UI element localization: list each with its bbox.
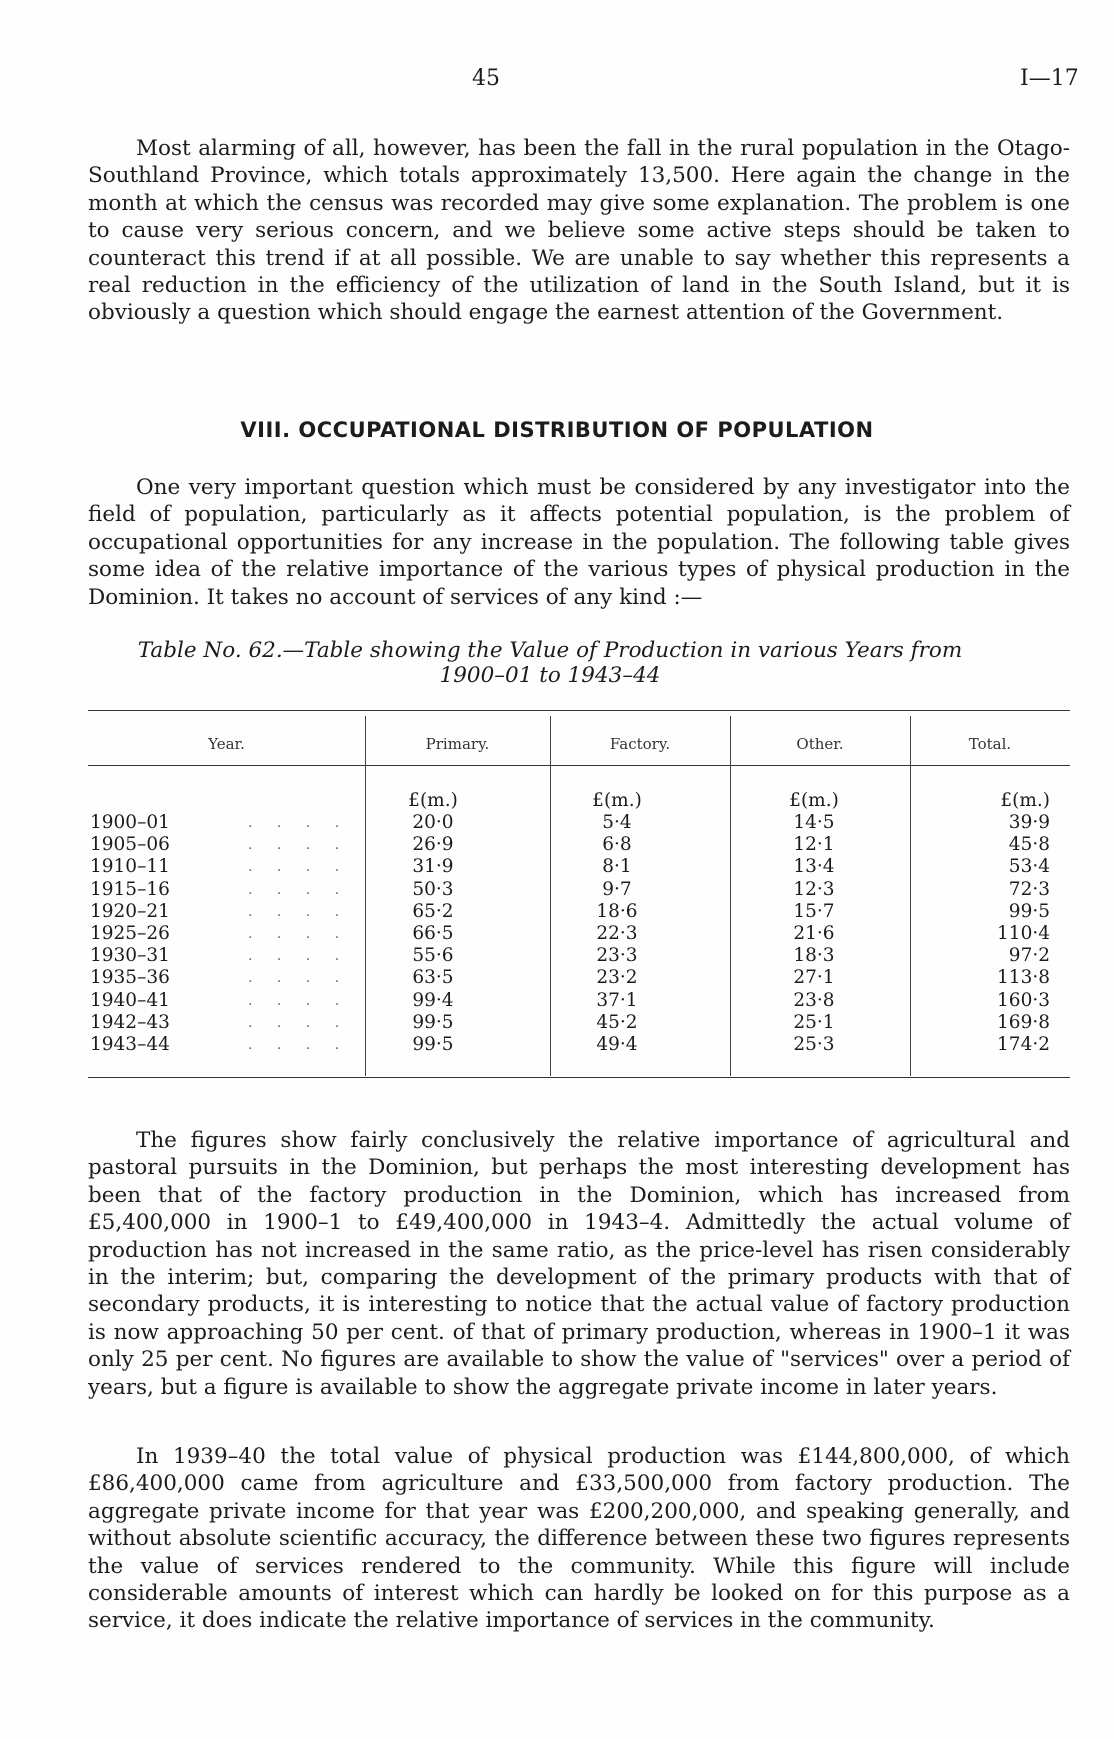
leader-dots: . . . . xyxy=(248,859,350,876)
table-cell-primary: 99·5 xyxy=(412,1011,454,1033)
table-cell-year: 1930–31 xyxy=(90,945,170,967)
table-cell-factory: 37·1 xyxy=(596,989,638,1011)
table-top-rule xyxy=(88,710,1070,711)
table-cell-total: 39·9 xyxy=(1008,812,1050,833)
table-cell-total: 110·4 xyxy=(997,923,1050,944)
table-cell-other: 25·3 xyxy=(793,1034,835,1055)
table-column-divider xyxy=(910,716,911,1076)
table-cell-factory: 6·8 xyxy=(602,834,632,856)
table-cell-factory: 23·2 xyxy=(596,967,638,989)
table-cell-primary: 66·5 xyxy=(412,923,454,944)
unit-label: £(m.) xyxy=(408,790,458,811)
table-cell-other: 14·5 xyxy=(793,812,835,833)
column-header-factory: Factory. xyxy=(609,735,671,753)
table-cell-primary: 20·0 xyxy=(412,812,454,833)
table-cell-year: 1942–43 xyxy=(90,1011,170,1033)
table-caption-line-1: Table No. 62.—Table showing the Value of Production in various Years from xyxy=(137,638,963,663)
table-bottom-rule xyxy=(88,1077,1070,1078)
table-cell-primary: 26·9 xyxy=(412,834,454,856)
table-cell-factory: 18·6 xyxy=(596,900,638,922)
table-cell-other: 23·8 xyxy=(793,989,835,1011)
unit-label: £(m.) xyxy=(789,790,839,811)
column-header-other: Other. xyxy=(796,735,844,753)
table-cell-total: 53·4 xyxy=(1008,856,1050,878)
paragraph-figures-analysis: The figures show fairly conclusively the relative importance of agricultural and pastoral pursuits in the Dominion, but perhaps the most interesting development has been that of the factory production in the Dominion, which has increased from £5,400,000 in 1900–1 to £49,400,000 in 1943–4. Admittedly the actual volume of production has not increased in the same ratio, as the price-level has risen considerably in the interim; but, comparing the development of the primary products with that of secondary products, it is interesting to notice that the actual value of factory production is now approaching 50 per cent. of that of primary production, whereas in 1900–1 it was only 25 per cent. No figures are available to show the value of "services" over a period of years, but a figure is available to show the aggregate private income in later years. xyxy=(88,1128,1070,1400)
column-header-total: Total. xyxy=(968,735,1012,753)
table-cell-other: 12·3 xyxy=(793,878,835,900)
table-cell-other: 27·1 xyxy=(793,967,835,989)
table-cell-factory: 22·3 xyxy=(596,923,638,944)
page-number: 45 xyxy=(472,66,500,91)
table-cell-total: 174·2 xyxy=(997,1034,1050,1055)
table-cell-year: 1935–36 xyxy=(90,967,170,989)
leader-dots: . . . . xyxy=(248,815,350,831)
table-cell-primary: 31·9 xyxy=(412,856,454,878)
table-cell-year: 1910–11 xyxy=(90,856,170,878)
table-cell-primary: 63·5 xyxy=(412,967,454,989)
table-cell-total: 72·3 xyxy=(1008,878,1050,900)
table-cell-primary: 99·4 xyxy=(412,989,454,1011)
leader-dots: . . . . xyxy=(248,1014,350,1031)
column-header-primary: Primary. xyxy=(425,735,490,753)
table-cell-primary: 55·6 xyxy=(412,945,454,967)
table-cell-other: 15·7 xyxy=(793,900,835,922)
table-caption-line-2: 1900–01 to 1943–44 xyxy=(439,663,661,688)
page-reference: I—17 xyxy=(1020,66,1079,91)
paragraph-rural-population: Most alarming of all, however, has been the fall in the rural population in the Otago-Southland Province, which totals approximately 13,500. Here again the change in the month at which the census was recorded may give some explanation. The problem is one to cause very serious concern, and we believe some active steps should be taken to counteract this trend if at all possible. We are unable to say whether this represents a real reduction in the efficiency of the utilization of land in the South Island, but it is obviously a question which should engage the earnest attention of the Government. xyxy=(88,136,1070,326)
leader-dots: . . . . xyxy=(248,1037,350,1053)
paragraph-occupational-intro: One very important question which must be considered by any investigator into the field of population, particularly as it affects potential population, is the problem of occupational opportunities for any increase in the population. The following table gives some idea of the relative importance of the various types of physical production in the Dominion. It takes no account of services of any kind :— xyxy=(88,475,1070,610)
leader-dots: . . . . xyxy=(248,948,350,965)
leader-dots: . . . . xyxy=(248,903,350,920)
table-cell-year: 1905–06 xyxy=(90,834,170,856)
section-title: VIII. OCCUPATIONAL DISTRIBUTION OF POPULATION xyxy=(240,418,874,442)
table-cell-other: 13·4 xyxy=(793,856,835,878)
table-cell-year: 1940–41 xyxy=(90,989,170,1011)
paragraph-income-services: In 1939–40 the total value of physical production was £144,800,000, of which £86,400,000 came from agriculture and £33,500,000 from factory production. The aggregate private income for that year was £200,200,000, and speaking generally, and without absolute scientific accuracy, the difference between these two figures represents the value of services rendered to the community. While this figure will include considerable amounts of interest which can hardly be looked on for this purpose as a service, it does indicate the relative importance of services in the community. xyxy=(88,1444,1070,1634)
table-caption xyxy=(100,638,1000,688)
unit-label: £(m.) xyxy=(592,790,642,811)
table-cell-total: 97·2 xyxy=(1008,945,1050,967)
table-cell-year: 1925–26 xyxy=(90,923,170,944)
table-cell-other: 18·3 xyxy=(793,945,835,967)
table-cell-factory: 45·2 xyxy=(596,1011,638,1033)
table-cell-year: 1915–16 xyxy=(90,878,170,900)
table-column-divider xyxy=(550,716,551,1076)
table-column-divider xyxy=(730,716,731,1076)
table-cell-year: 1900–01 xyxy=(90,812,170,833)
table-cell-factory: 5·4 xyxy=(602,812,632,833)
table-cell-primary: 50·3 xyxy=(412,878,454,900)
table-cell-total: 113·8 xyxy=(997,967,1050,989)
table-cell-total: 99·5 xyxy=(1008,900,1050,922)
table-cell-year: 1943–44 xyxy=(90,1034,170,1055)
column-header-year: Year. xyxy=(208,735,245,753)
table-cell-total: 160·3 xyxy=(997,989,1050,1011)
table-cell-other: 21·6 xyxy=(793,923,835,944)
table-cell-primary: 99·5 xyxy=(412,1034,454,1055)
table-cell-total: 169·8 xyxy=(997,1011,1050,1033)
table-cell-other: 12·1 xyxy=(793,834,835,856)
table-cell-primary: 65·2 xyxy=(412,900,454,922)
table-cell-year: 1920–21 xyxy=(90,900,170,922)
table-cell-factory: 8·1 xyxy=(602,856,632,878)
leader-dots: . . . . xyxy=(248,970,350,987)
leader-dots: . . . . xyxy=(248,992,350,1009)
table-header-rule xyxy=(88,765,1070,766)
leader-dots: . . . . xyxy=(248,881,350,898)
table-cell-factory: 49·4 xyxy=(596,1034,638,1055)
table-cell-factory: 9·7 xyxy=(602,878,632,900)
leader-dots: . . . . xyxy=(248,926,350,942)
unit-label: £(m.) xyxy=(1000,790,1050,811)
table-cell-total: 45·8 xyxy=(1008,834,1050,856)
table-column-divider xyxy=(365,716,366,1076)
table-cell-factory: 23·3 xyxy=(596,945,638,967)
leader-dots: . . . . xyxy=(248,837,350,854)
table-cell-other: 25·1 xyxy=(793,1011,835,1033)
